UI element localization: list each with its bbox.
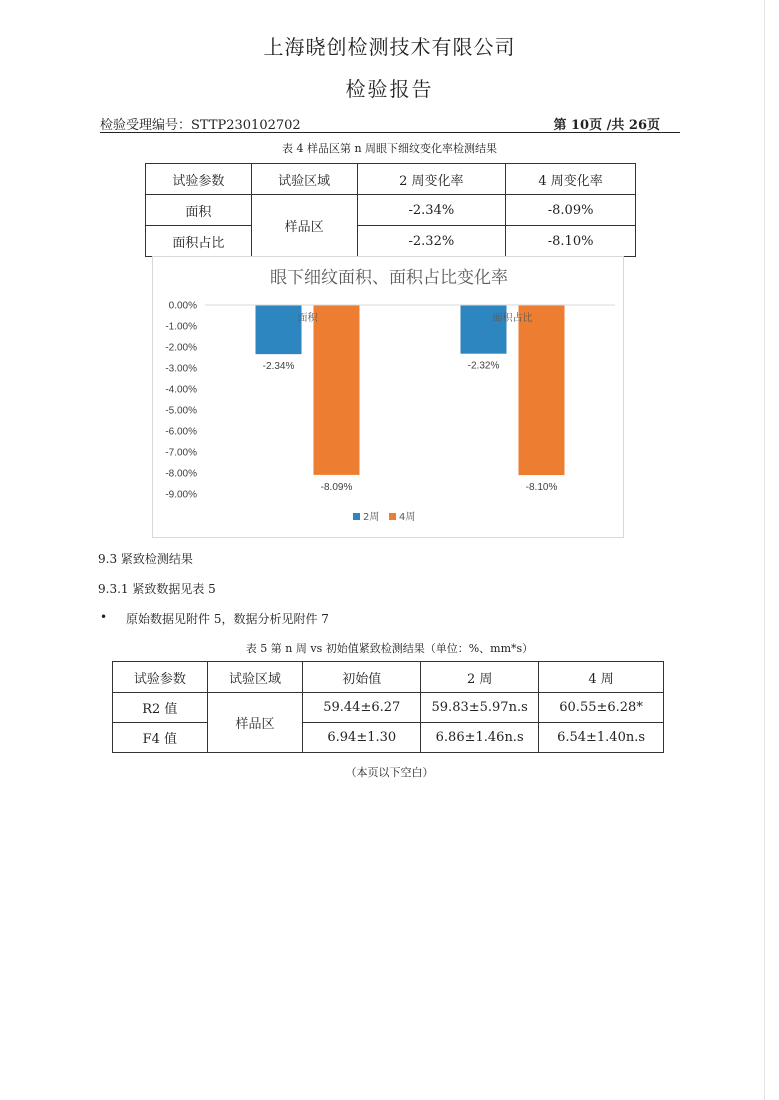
page-info: 第 10页 /共 26页 (553, 118, 660, 133)
chart-bar (256, 305, 302, 354)
y-tick-label: -2.00% (165, 342, 197, 354)
data-label: -8.10% (525, 482, 558, 494)
table5 (112, 661, 664, 753)
table5-value-cell: 6.54±1.40n.s (539, 723, 664, 753)
table4-header-cell: 试验参数 (146, 164, 252, 195)
y-tick-label: -6.00% (165, 426, 197, 438)
page-edge-line (764, 0, 765, 1100)
legend-label: 4周 (399, 512, 416, 523)
table5-param-cell: R2 值 (113, 693, 208, 723)
table5-value-cell: 60.55±6.28* (539, 693, 664, 723)
table4-param-cell: 面积 (146, 195, 252, 226)
chart-svg (153, 257, 625, 539)
y-tick-label: 0.00% (168, 300, 197, 312)
blank-page-note: （本页以下空白） (345, 766, 434, 779)
table-row (113, 693, 664, 723)
company-name: 上海晓创检测技术有限公司 (263, 35, 516, 59)
table5-param-cell: F4 值 (113, 723, 208, 753)
chart-bar (314, 305, 360, 475)
y-tick-label: -9.00% (165, 489, 197, 501)
legend-swatch (389, 513, 396, 520)
table4-caption: 表 4 样品区第 n 周眼下细纹变化率检测结果 (281, 142, 498, 155)
table5-value-cell: 6.94±1.30 (303, 723, 421, 753)
accept-number: 检验受理编号：STTP230102702 (100, 118, 301, 133)
table4-region-cell: 样品区 (251, 195, 357, 257)
table4-param-cell: 面积占比 (146, 226, 252, 257)
table5-header-cell: 4 周 (539, 662, 664, 693)
table4-value-cell: -8.09% (506, 195, 636, 226)
subsection-heading: 9.3.1 紧致数据见表 5 (98, 582, 216, 596)
table4-header-cell: 试验区域 (251, 164, 357, 195)
table4-header-row (146, 164, 636, 195)
table5-value-cell: 59.83±5.97n.s (421, 693, 539, 723)
table4 (145, 163, 636, 257)
table5-header-cell: 初始值 (303, 662, 421, 693)
data-label: -8.09% (320, 481, 353, 493)
table5-header-cell: 试验区域 (207, 662, 303, 693)
y-tick-label: -8.00% (165, 468, 197, 480)
bar-chart (152, 256, 624, 538)
legend-swatch (353, 513, 360, 520)
table4-header-cell: 4 周变化率 (506, 164, 636, 195)
y-tick-label: -1.00% (165, 321, 197, 333)
legend-label: 2周 (363, 512, 380, 523)
table5-value-cell: 6.86±1.46n.s (421, 723, 539, 753)
table4-value-cell: -8.10% (506, 226, 636, 257)
table4-value-cell: -2.32% (357, 226, 506, 257)
chart-title: 眼下细纹面积、面积占比变化率 (270, 268, 508, 288)
table4-header-cell: 2 周变化率 (357, 164, 506, 195)
chart-bar (519, 305, 565, 475)
y-tick-label: -5.00% (165, 405, 197, 417)
table5-header-cell: 试验参数 (113, 662, 208, 693)
y-tick-label: -4.00% (165, 384, 197, 396)
category-label: 面积 (297, 313, 318, 324)
bullet-text: 原始数据见附件 5，数据分析见附件 7 (126, 612, 329, 626)
bullet-mark: • (100, 610, 108, 624)
table5-header-cell: 2 周 (421, 662, 539, 693)
table-row (146, 226, 636, 257)
header-rule (100, 132, 680, 133)
table5-value-cell: 59.44±6.27 (303, 693, 421, 723)
y-tick-label: -3.00% (165, 363, 197, 375)
table-row (113, 723, 664, 753)
section-heading: 9.3 紧致检测结果 (98, 552, 193, 566)
table5-header-row (113, 662, 664, 693)
table5-region-cell: 样品区 (207, 693, 303, 753)
report-title: 检验报告 (345, 77, 434, 101)
report-meta-row (100, 112, 680, 134)
table-row (146, 195, 636, 226)
y-tick-label: -7.00% (165, 447, 197, 459)
table4-value-cell: -2.34% (357, 195, 506, 226)
table5-caption: 表 5 第 n 周 vs 初始值紧致检测结果（单位：%、mm*s） (245, 642, 534, 655)
data-label: -2.34% (262, 361, 295, 373)
category-label: 面积占比 (492, 313, 533, 324)
data-label: -2.32% (467, 360, 500, 372)
